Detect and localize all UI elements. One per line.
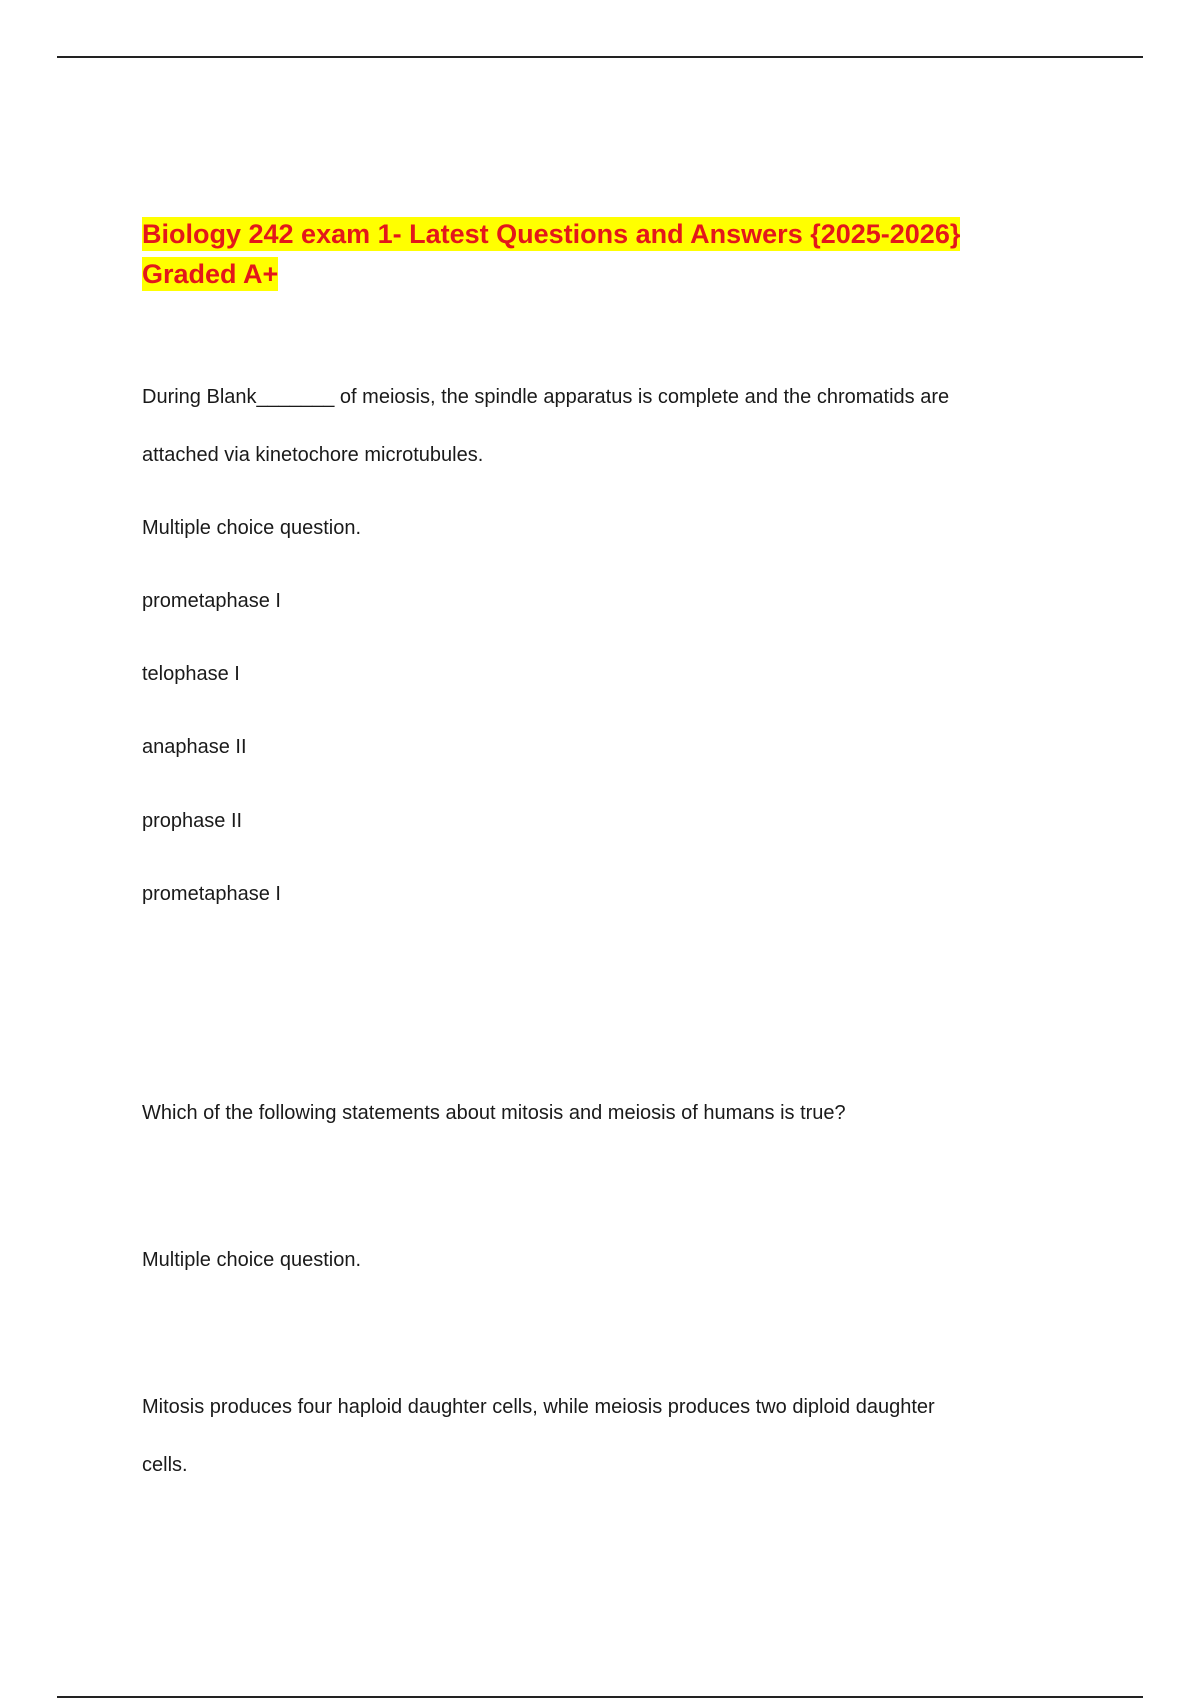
q2-text: Which of the following statements about mitosis and meiosis of humans is true?	[142, 1102, 846, 1124]
q1-option-1: prometaphase I	[142, 590, 281, 612]
header-rule	[57, 56, 1143, 58]
footer-rule	[57, 1696, 1143, 1698]
q1-text-line2: attached via kinetochore microtubules.	[142, 444, 484, 466]
q2-option-1-line1: Mitosis produces four haploid daughter cells, while meiosis produces two diploid daughter	[142, 1396, 935, 1418]
q1-answer: prometaphase I	[142, 883, 281, 905]
document-title: Biology 242 exam 1- Latest Questions and Answers {2025-2026} Graded A+	[142, 219, 961, 289]
q1-option-2: telophase I	[142, 663, 240, 685]
q2-type: Multiple choice question.	[142, 1249, 362, 1271]
q1-type: Multiple choice question.	[142, 517, 362, 539]
q1-text-line1: During Blank_______ of meiosis, the spindle apparatus is complete and the chromatids are	[142, 386, 950, 408]
q2-option-1-line2: cells.	[142, 1454, 188, 1476]
q1-option-3: anaphase II	[142, 736, 247, 758]
q1-option-4: prophase II	[142, 810, 243, 832]
